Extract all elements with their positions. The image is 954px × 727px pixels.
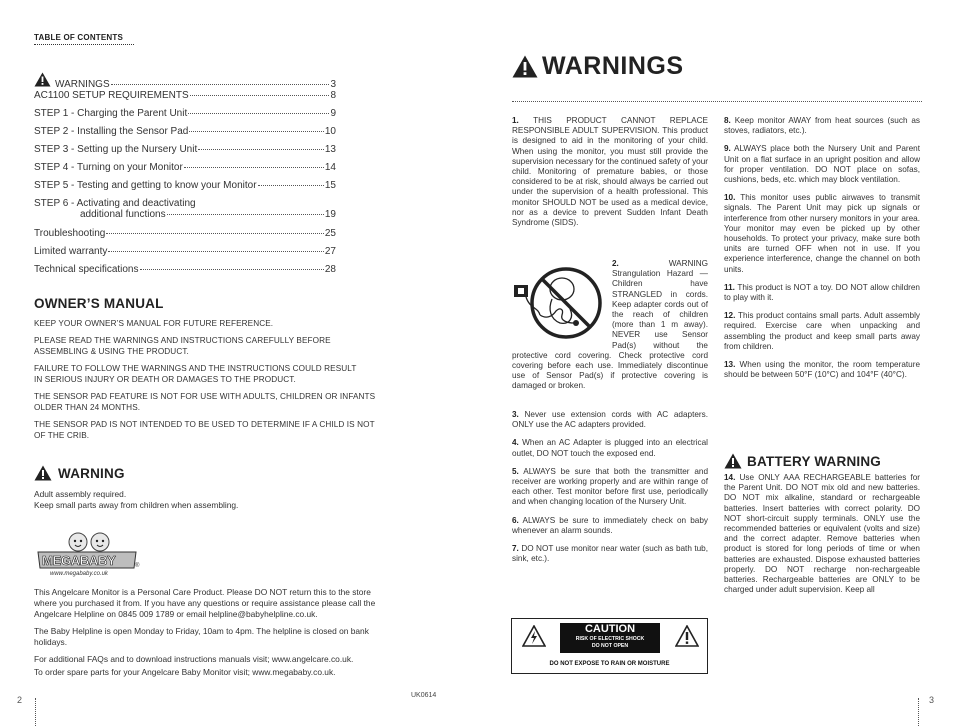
support-line: For additional FAQs and to download instructions manuals visit; www.angelcare.co.uk. bbox=[34, 654, 354, 664]
warning-item-3 bbox=[512, 410, 708, 430]
toc-label: AC1100 SETUP REQUIREMENTS bbox=[34, 90, 189, 101]
toc-row-troubleshooting[interactable] bbox=[34, 228, 336, 246]
toc-row-step1[interactable] bbox=[34, 108, 336, 126]
warning-text: This product is NOT a toy. DO NOT allow children to play with it. bbox=[724, 282, 920, 303]
toc-label: WARNINGS bbox=[55, 79, 110, 90]
warning-text: When an AC Adapter is plugged into an electrical outlet, DO NOT touch the exposed end. bbox=[512, 438, 708, 458]
toc-leader bbox=[167, 214, 324, 215]
warning-text: When using the monitor, the room temperature should be between 50°F (10°C) and 104°F (40°C). bbox=[724, 360, 920, 380]
caution-label bbox=[511, 618, 708, 674]
page-number-left: 2 bbox=[17, 695, 23, 705]
warning-text: ALWAYS be sure to immediately check on baby whenever an alarm sounds. bbox=[512, 515, 708, 535]
battery-warning-text bbox=[724, 473, 920, 595]
toc-label: STEP 2 - Installing the Sensor Pad bbox=[34, 126, 189, 137]
toc-page: 19 bbox=[324, 209, 336, 220]
warning-item-11 bbox=[724, 283, 920, 303]
warning-number: 10. bbox=[724, 193, 736, 203]
logo-registered: ® bbox=[135, 563, 140, 569]
toc-page: 27 bbox=[324, 246, 336, 257]
owners-manual-line: KEEP YOUR OWNER’S MANUAL FOR FUTURE REFERENCE. bbox=[34, 319, 274, 328]
toc-leader bbox=[189, 131, 324, 132]
warning-number: 14. bbox=[724, 473, 736, 482]
owners-manual-line: OLDER THAN 24 MONTHS. bbox=[34, 403, 141, 412]
warning-heading-text: WARNING bbox=[58, 465, 125, 481]
toc-leader bbox=[140, 269, 324, 270]
owners-manual-line: ASSEMBLING & USING THE PRODUCT. bbox=[34, 347, 189, 356]
support-line: where you purchased it from. If you have any questions or require assistance please call the bbox=[34, 598, 376, 608]
toc-leader bbox=[184, 167, 324, 168]
toc-title-underline bbox=[34, 44, 134, 45]
electric-shock-icon bbox=[522, 625, 546, 647]
owners-manual-line: THE SENSOR PAD FEATURE IS NOT FOR USE WITH ADULTS, CHILDREN OR INFANTS bbox=[34, 392, 376, 401]
megababy-logo bbox=[34, 528, 144, 580]
warning-item-1 bbox=[512, 116, 708, 228]
toc-page: 25 bbox=[324, 228, 336, 239]
warning-item-2 bbox=[512, 259, 708, 392]
warning-text: DO NOT use monitor near water (such as bath tub, sink, etc.). bbox=[512, 544, 709, 564]
toc-row-warnings[interactable] bbox=[34, 72, 336, 90]
caution-panel bbox=[560, 623, 660, 653]
toc-row-warranty[interactable] bbox=[34, 246, 336, 264]
warning-number: 8. bbox=[724, 116, 731, 125]
warning-text: ALWAYS be sure that both the transmitter and receiver are working properly and are within range of each other. Test monitor before first use, periodically and when changing location of the Nursery Unit. bbox=[512, 466, 708, 507]
support-line: Angelcare Helpline on 0845 009 1789 or email helpline@babyhelpline.co.uk. bbox=[34, 609, 318, 619]
toc-page: 9 bbox=[330, 108, 336, 119]
toc-page: 8 bbox=[330, 90, 336, 101]
battery-warning-heading-text: BATTERY WARNING bbox=[747, 453, 881, 469]
toc-page: 13 bbox=[324, 144, 336, 155]
warning-number: 2. bbox=[612, 259, 619, 268]
warning-number: 4. bbox=[512, 438, 519, 448]
page-edge-right bbox=[918, 698, 919, 726]
toc-page: 10 bbox=[324, 126, 336, 137]
warning-triangle-icon bbox=[512, 55, 538, 78]
warning-number: 5. bbox=[512, 466, 519, 476]
warning-number: 9. bbox=[724, 144, 731, 154]
toc-label: Technical specifications bbox=[34, 264, 139, 275]
warning-text: Keep monitor AWAY from heat sources (such as stoves, radiators, etc.). bbox=[724, 116, 920, 136]
warnings-title bbox=[512, 52, 684, 81]
battery-warning-heading bbox=[724, 453, 881, 469]
warning-text: Use ONLY AAA RECHARGEABLE batteries for the Parent Unit. DO NOT mix old and new batteries. DO NOT mix alkaline, standard or rechargeable batteries. Insert batteries with correct polarity. DO NOT short-circuit supply terminals. ONLY use the recommended batteries or equivalent (volts and size) and the correct adapter. Remove batteries when product is stored for long periods of time or when batteries are exhausted. Dispose exhausted batteries properly. DO NOT recharge non-rechargeable batteries. Rechargeable batteries are ONLY to be charged under adult supervision. Keep all bbox=[724, 473, 920, 595]
owners-manual-line: FAILURE TO FOLLOW THE WARNINGS AND THE INSTRUCTIONS COULD RESULT bbox=[34, 364, 357, 373]
warning-text: This product contains small parts. Adult assembly required. Exercise care when unpacking and assembling the product and keep small parts away from children. bbox=[724, 311, 920, 351]
toc-leader bbox=[111, 84, 330, 85]
toc-label: Limited warranty bbox=[34, 246, 108, 257]
toc-row-step2[interactable] bbox=[34, 126, 336, 144]
owners-manual-line: THE SENSOR PAD IS NOT INTENDED TO BE USED TO DETERMINE IF A CHILD IS NOT bbox=[34, 420, 375, 429]
warning-number: 7. bbox=[512, 544, 519, 554]
toc-label: STEP 6 - Activating and deactivating bbox=[34, 198, 196, 209]
warning-item-13 bbox=[724, 360, 920, 380]
warning-line: Keep small parts away from children when assembling. bbox=[34, 500, 239, 510]
owners-manual-line: IN SERIOUS INJURY OR DEATH OR DAMAGES TO THE PRODUCT. bbox=[34, 375, 296, 384]
warnings-divider bbox=[512, 101, 922, 102]
warning-item-5 bbox=[512, 467, 708, 508]
warning-item-12 bbox=[724, 311, 920, 352]
support-text bbox=[34, 587, 454, 678]
warnings-column-1-lower bbox=[512, 410, 708, 572]
toc-row-step3[interactable] bbox=[34, 144, 336, 162]
toc-label-continued: additional functions bbox=[80, 209, 166, 220]
warning-text: THIS PRODUCT CANNOT REPLACE RESPONSIBLE ADULT SUPERVISION. This product is designed to aid in the monitoring of your child. When using the monitor, you must still provide the supervision necessary for the continued safety of your child. Monitoring of premature babies, or those considered to be at risk, should always be carried out under the supervision of a health professional. This monitor SHOULD NOT be used as a medical device, nor as a device to prevent Sudden Infant Death Syndrome (SIDS). bbox=[512, 116, 708, 228]
toc-page: 28 bbox=[324, 264, 336, 275]
toc-title: TABLE OF CONTENTS bbox=[34, 33, 124, 42]
toc-label: STEP 5 - Testing and getting to know your Monitor bbox=[34, 180, 257, 191]
warning-item-6 bbox=[512, 516, 708, 536]
support-line: holidays. bbox=[34, 637, 68, 647]
toc-leader bbox=[188, 113, 329, 114]
caution-line: RISK OF ELECTRIC SHOCK bbox=[575, 636, 645, 642]
warning-item-9 bbox=[724, 144, 920, 185]
toc-row-step5[interactable] bbox=[34, 180, 336, 198]
owners-manual-line: PLEASE READ THE WARNINGS AND INSTRUCTIONS CAREFULLY BEFORE bbox=[34, 336, 331, 345]
toc-leader bbox=[190, 95, 330, 96]
toc-page: 3 bbox=[330, 79, 336, 90]
page-edge-left bbox=[35, 698, 36, 726]
caution-title: CAUTION bbox=[584, 623, 636, 635]
toc-row-specs[interactable] bbox=[34, 264, 336, 282]
warning-number: 1. bbox=[512, 116, 519, 125]
toc-label: STEP 1 - Charging the Parent Unit bbox=[34, 108, 188, 119]
toc-leader bbox=[258, 185, 324, 186]
owners-manual-text bbox=[34, 318, 434, 441]
toc-leader bbox=[108, 251, 324, 252]
warning-text: Never use extension cords with AC adapters. ONLY use the AC adapters provided. bbox=[512, 410, 708, 430]
warning-item-7 bbox=[512, 544, 708, 564]
warning-text: This monitor uses public airwaves to transmit signals. The Parent Unit may pick up signals or interference from other nursery monitors in your area. Your monitor may even be picked up by other households. To protect your privacy, make sure both units are turned OFF when not in use. If you experience interference, change the channel on both units. bbox=[724, 193, 920, 274]
toc-leader bbox=[198, 149, 324, 150]
toc-page: 14 bbox=[324, 162, 336, 173]
warning-heading bbox=[34, 465, 125, 481]
warning-number: 6. bbox=[512, 515, 519, 525]
warning-item-8 bbox=[724, 116, 920, 136]
warning-line: Adult assembly required. bbox=[34, 489, 127, 499]
warning-number: 3. bbox=[512, 410, 519, 419]
warning-triangle-icon bbox=[34, 465, 52, 481]
toc-leader bbox=[106, 233, 324, 234]
warning-text: ALWAYS place both the Nursery Unit and Parent Unit on a flat surface in an upright position and allow for proper ventilation. DO NOT place on sofas, cushions, beds, etc. which may block ventilation. bbox=[724, 144, 920, 185]
warning-number: 12. bbox=[724, 311, 736, 321]
owners-manual-heading: OWNER’S MANUAL bbox=[34, 296, 164, 311]
warning-item-4 bbox=[512, 438, 708, 458]
table-of-contents bbox=[34, 72, 336, 282]
warning-number: 11. bbox=[724, 282, 735, 292]
warning-triangle-icon bbox=[34, 72, 51, 87]
warning-triangle-icon bbox=[724, 453, 742, 469]
toc-row-step6[interactable] bbox=[34, 198, 336, 228]
toc-page: 15 bbox=[324, 180, 336, 191]
support-line: This Angelcare Monitor is a Personal Care Product. Please DO NOT return this to the store bbox=[34, 587, 371, 597]
logo-brand: MEGABABY bbox=[42, 553, 116, 568]
warning-number: 13. bbox=[724, 360, 736, 370]
toc-label: STEP 3 - Setting up the Nursery Unit bbox=[34, 144, 198, 155]
warning-item-10 bbox=[724, 193, 920, 275]
caution-line: DO NOT OPEN bbox=[591, 642, 629, 649]
owners-manual-line: OF THE CRIB. bbox=[34, 431, 90, 440]
document-code: UK0614 bbox=[411, 692, 437, 699]
caution-footer: DO NOT EXPOSE TO RAIN OR MOISTURE bbox=[549, 661, 670, 667]
logo-url: www.megababy.co.uk bbox=[50, 571, 108, 577]
warning-text bbox=[34, 489, 434, 511]
toc-row-setup[interactable] bbox=[34, 90, 336, 108]
support-line: The Baby Helpline is open Monday to Friday, 10am to 4pm. The helpline is closed on bank bbox=[34, 626, 369, 636]
toc-label: Troubleshooting bbox=[34, 228, 106, 239]
page-number-right: 3 bbox=[929, 695, 935, 705]
warnings-column-2 bbox=[724, 116, 920, 388]
toc-label: STEP 4 - Turning on your Monitor bbox=[34, 162, 183, 173]
warnings-column-1 bbox=[512, 116, 708, 236]
strangulation-hazard-icon bbox=[512, 261, 608, 345]
warnings-title-text: WARNINGS bbox=[542, 52, 684, 80]
support-line: To order spare parts for your Angelcare Baby Monitor visit; www.megababy.co.uk. bbox=[34, 667, 336, 677]
toc-row-step4[interactable] bbox=[34, 162, 336, 180]
exclamation-triangle-icon bbox=[675, 625, 699, 647]
warning-text: WARNING Strangulation Hazard — Children have STRANGLED in cords. Keep adapter cords out of the reach of children (more than 1 m away). NEVER use Sensor Pad(s) without the protective cord covering. Check protective cord covering before each use. Immediately discontinue use of Sensor Pad(s) if protective covering is damaged or broken. bbox=[512, 259, 708, 391]
